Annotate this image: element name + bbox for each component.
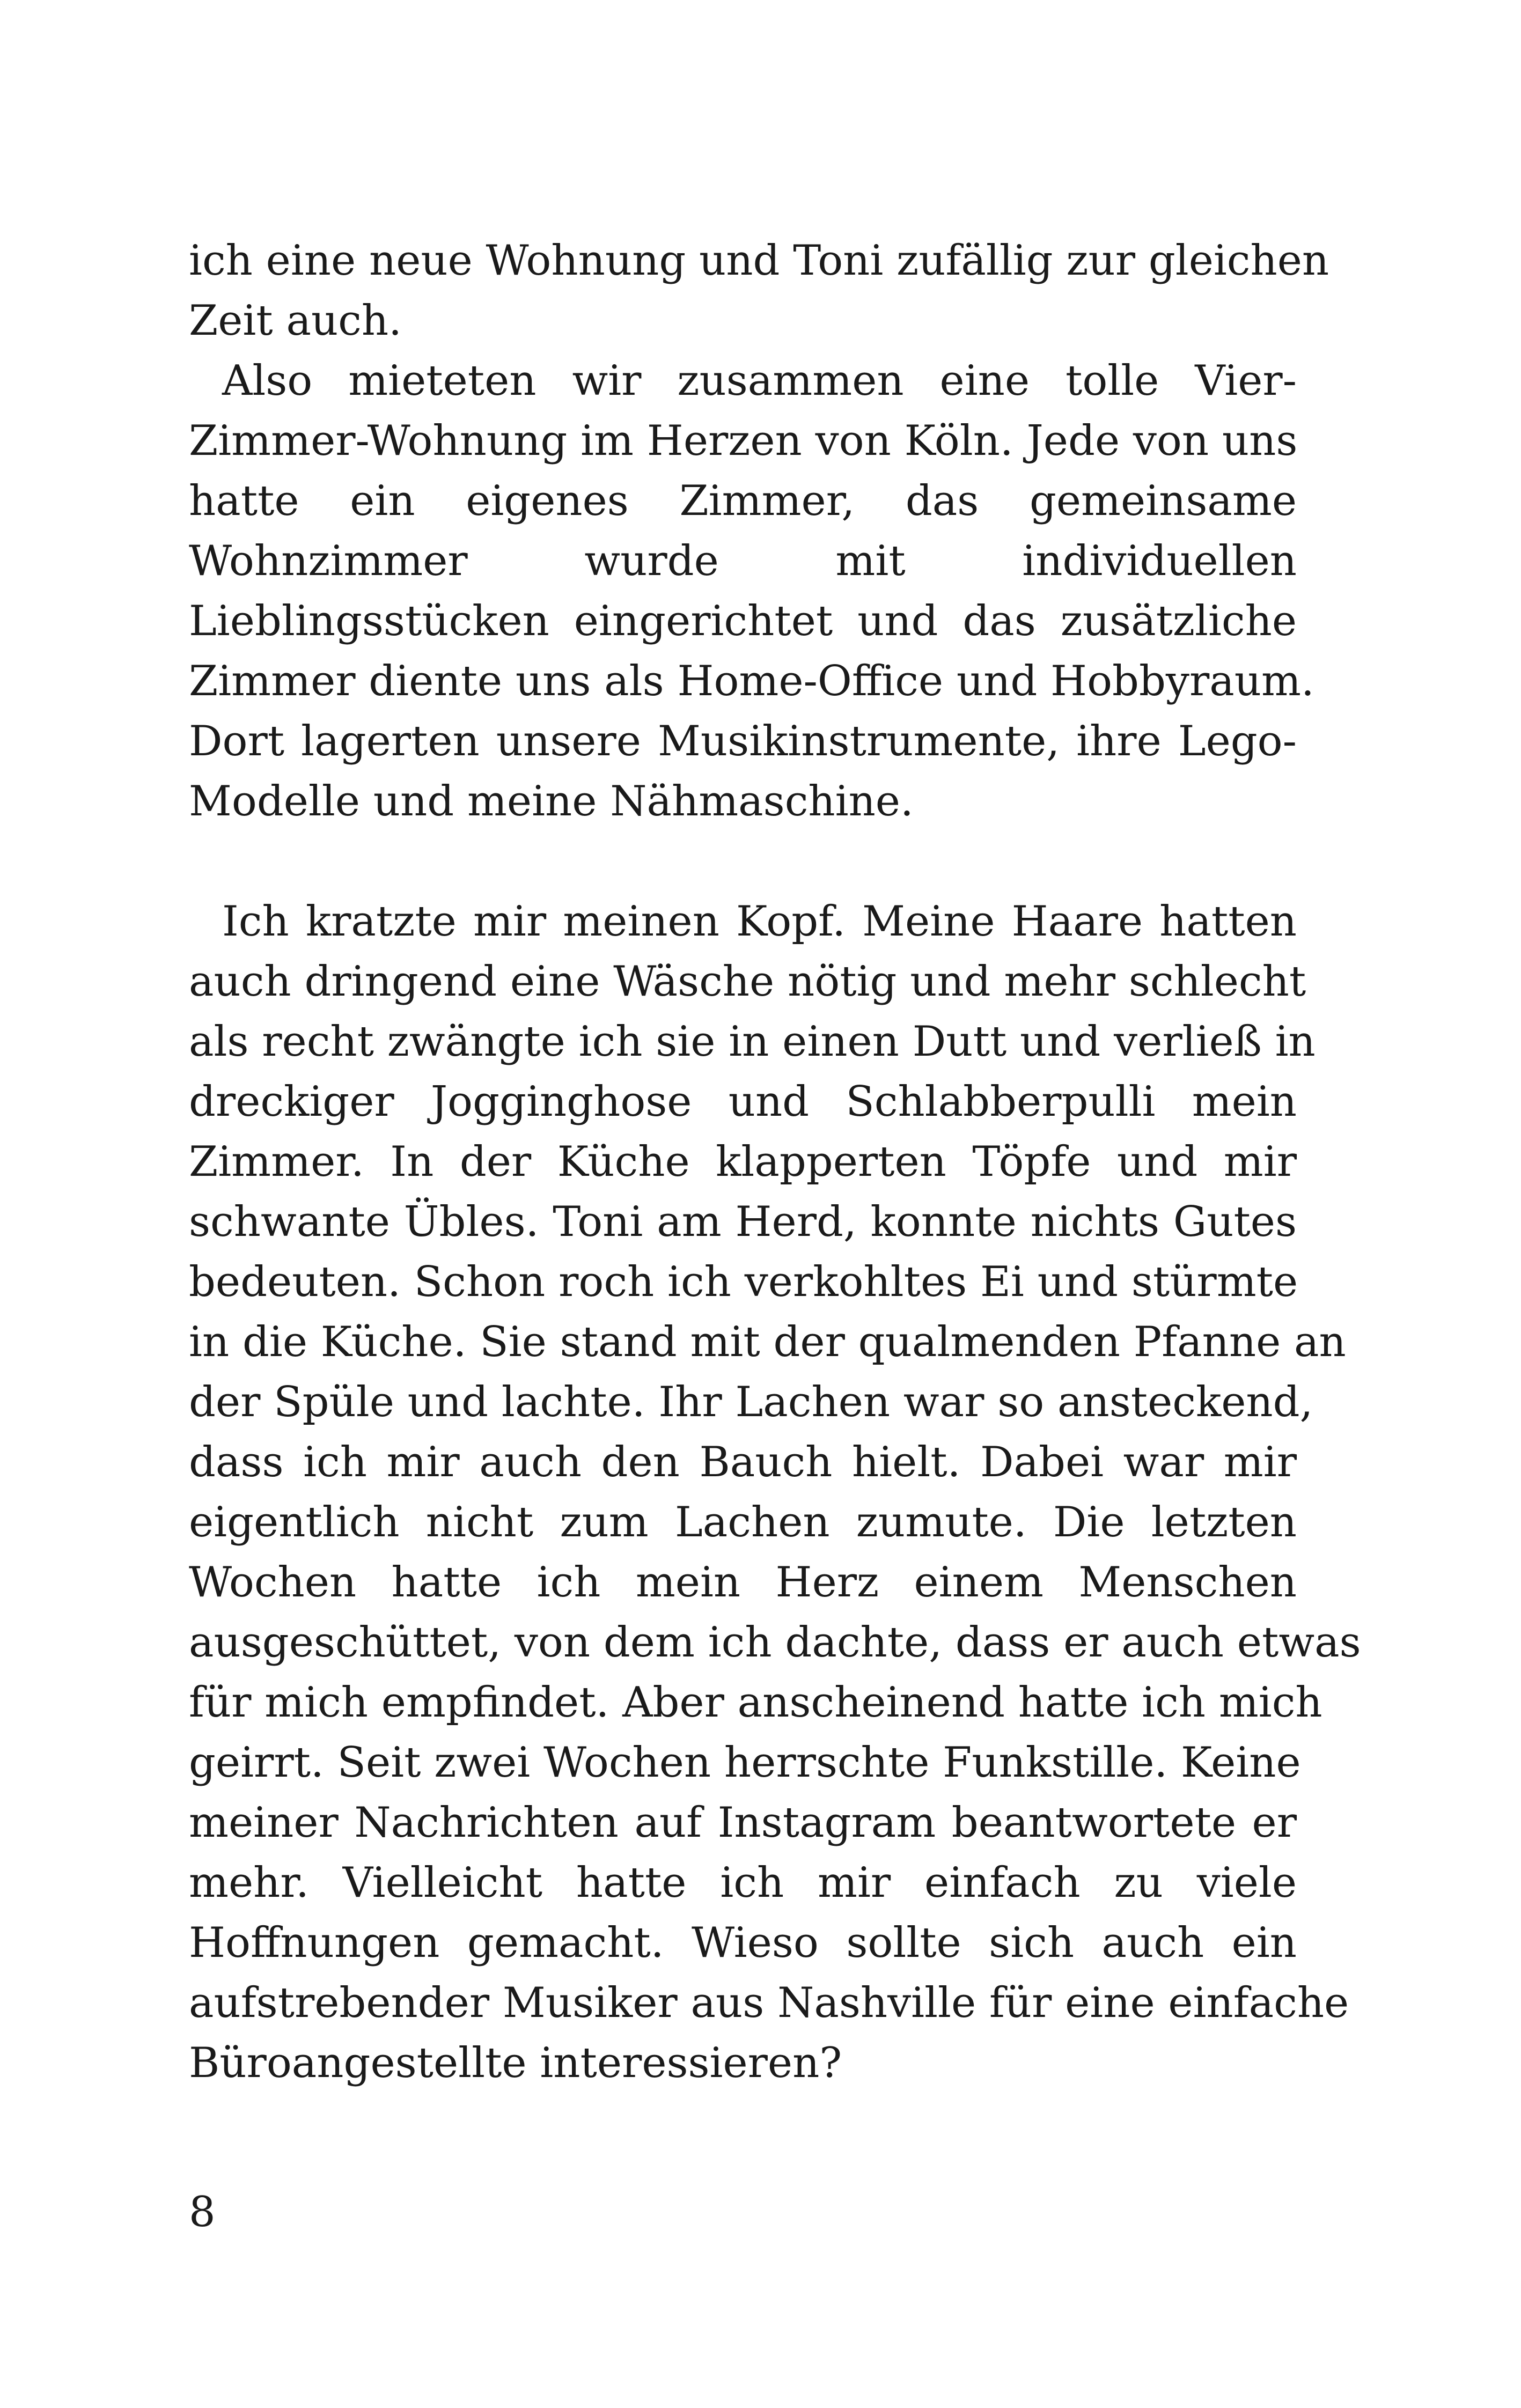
page-number: 8 — [189, 2188, 216, 2236]
text-line: geirrt. Seit zwei Wochen herrschte Funkstille. Keine — [189, 1739, 1301, 1787]
text-line: Wochen hatte ich mein Herz einem Menschen — [189, 1558, 1297, 1607]
text-line: aufstrebender Musiker aus Nashville für eine einfache — [189, 1979, 1349, 2027]
text-line: ausgeschüttet, von dem ich dachte, dass er auch etwas — [189, 1618, 1361, 1667]
text-line: in die Küche. Sie stand mit der qualmenden Pfanne an — [189, 1318, 1346, 1366]
text-line: auch dringend eine Wäsche nötig und mehr schlecht — [189, 958, 1306, 1006]
body-text — [189, 231, 1361, 2093]
text-line: eigentlich nicht zum Lachen zumute. Die letzten — [189, 1498, 1297, 1547]
paragraph-gap — [189, 831, 1297, 892]
text-line: meiner Nachrichten auf Instagram beantwortete er — [189, 1799, 1297, 1847]
text-line: als recht zwängte ich sie in einen Dutt und verließ in — [189, 1018, 1316, 1066]
text-line: Modelle und meine Nähmaschine. — [189, 777, 914, 826]
text-line: bedeuten. Schon roch ich verkohltes Ei und stürmte — [189, 1258, 1298, 1306]
text-line: Lieblingsstücken eingerichtet und das zusätzliche — [189, 597, 1297, 645]
text-line: dreckiger Jogginghose und Schlabberpulli mein — [189, 1078, 1297, 1126]
text-line: hatte ein eigenes Zimmer, das gemeinsame — [189, 477, 1297, 525]
text-line: ich eine neue Wohnung und Toni zufällig zur gleichen — [189, 237, 1329, 285]
text-line: Zeit auch. — [189, 297, 402, 345]
text-line: der Spüle und lachte. Ihr Lachen war so ansteckend, — [189, 1378, 1313, 1426]
text-line: mehr. Vielleicht hatte ich mir einfach zu viele — [189, 1859, 1297, 1907]
text-line: Büroangestellte interessieren? — [189, 2039, 842, 2087]
text-line: Zimmer-Wohnung im Herzen von Köln. Jede von uns — [189, 417, 1298, 465]
text-line: Also mieteten wir zusammen eine tolle Vier- — [222, 357, 1297, 405]
text-line: für mich empfindet. Aber anscheinend hatte ich mich — [189, 1678, 1322, 1727]
text-line: dass ich mir auch den Bauch hielt. Dabei war mir — [189, 1438, 1297, 1486]
text-line: Hoffnungen gemacht. Wieso sollte sich auch ein — [189, 1919, 1297, 1967]
text-line: Zimmer. In der Küche klapperten Töpfe und mir — [189, 1138, 1297, 1186]
text-line: Dort lagerten unsere Musikinstrumente, ihre Lego- — [189, 717, 1297, 765]
text-line: Ich kratzte mir meinen Kopf. Meine Haare hatten — [222, 897, 1297, 946]
text-line: Wohnzimmer wurde mit individuellen — [189, 537, 1297, 585]
text-line: Zimmer diente uns als Home-Office und Hobbyraum. — [189, 657, 1314, 705]
text-line: schwante Übles. Toni am Herd, konnte nichts Gutes — [189, 1198, 1297, 1246]
